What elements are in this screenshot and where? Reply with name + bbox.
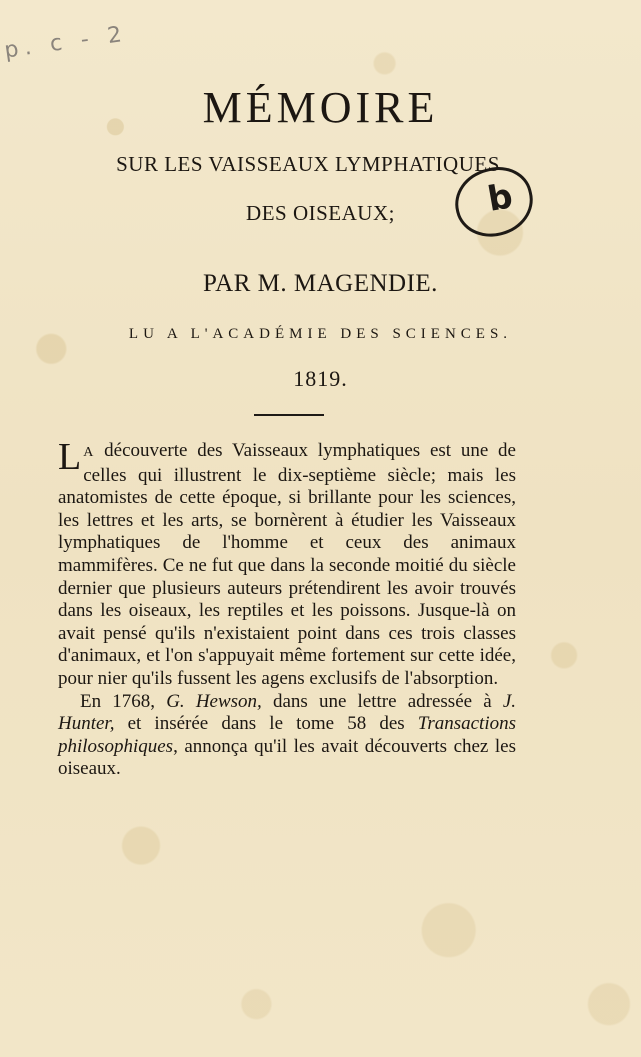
pencil-annotation: p. c - 2 <box>2 21 130 64</box>
page-title: MÉMOIRE <box>202 83 439 132</box>
paragraph-1 <box>58 436 516 691</box>
paragraph-2-text: et insérée dans le tome 58 des <box>114 713 418 735</box>
author-line: PAR M. MAGENDIE. <box>203 270 438 297</box>
read-at-academy-line: LU A L'ACADÉMIE DES SCIENCES. <box>128 326 513 342</box>
drop-cap-continuation: A <box>83 445 95 460</box>
paragraph-2-text: dans une lettre adressée à <box>261 690 503 712</box>
year: 1819. <box>293 366 348 391</box>
library-stamp-letter: b <box>484 176 516 220</box>
paragraph-1-text: découverte des Vaisseaux lymphatiques est une de celles qui illustrent le dix-septième siècle; mais les anatomistes de cette époque, si brillante pour les sciences, les lettres et les arts, se bornèrent à étudier les Vaisseaux lymphatiques de l'homme et ceux des animaux mammifères. Ce ne fut que dans la seconde moitié du siècle dernier que plusieurs auteurs prétendirent les avoir trouvés dans les oiseaux, les reptiles et les poissons. Jusque-là on avait pensé qu'ils n'existaient point dans ces trois classes d'animaux, et l'on s'appuyait même fortement sur cette idée, pour nier qu'ils fussent les agens exclusifs de l'absorption. <box>58 440 516 689</box>
journal-title: Transactions philosophiques <box>58 713 516 757</box>
author-name-hunter: J. Hunter, <box>58 690 517 735</box>
divider-rule <box>254 414 324 416</box>
drop-cap: L <box>58 436 82 478</box>
paragraph-2-text: En 1768, <box>80 690 167 712</box>
paragraph-2 <box>58 691 516 781</box>
paragraph-2-text: , annonça qu'il les avait découverts chez les oiseaux. <box>58 735 516 780</box>
author-name-hewson: G. Hewson, <box>166 690 262 712</box>
body-text <box>58 436 517 781</box>
subtitle-line-1: SUR LES VAISSEAUX LYMPHATIQUES <box>116 152 500 176</box>
subtitle-line-2: DES OISEAUX; <box>246 201 395 225</box>
